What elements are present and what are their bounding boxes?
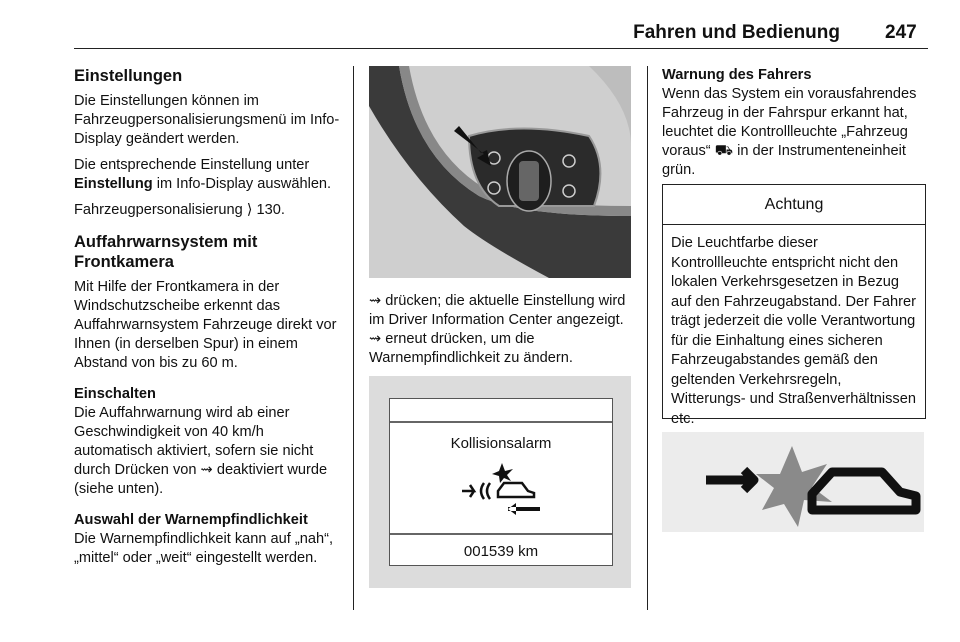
- paragraph: Wenn das System ein vorausfahrendes Fahrzeug in der Fahrspur erkannt hat, leuchtet die Kontrollleuchte „Fahrzeug voraus“ ⛟ in der Instrumenteneinheit grün.: [662, 86, 917, 178]
- column-2-text: [369, 292, 637, 375]
- paragraph: Die entsprechende Einstellung unter Einstellung im Info-Display auswählen.: [74, 157, 332, 192]
- section-heading-auffahrwarnsystem: Auffahrwarnsystem mit Frontkamera: [74, 233, 258, 271]
- odometer-reading: 001539 km: [463, 543, 539, 560]
- cross-reference: Fahrzeugpersonalisierung ⟩ 130.: [74, 202, 285, 218]
- display-screen: [389, 398, 613, 566]
- collision-alert-icon: [460, 461, 550, 531]
- column-3-text: [662, 66, 928, 187]
- subheading-warnung: Warnung des Fahrers: [662, 67, 812, 83]
- collision-warning-symbol: [662, 432, 924, 532]
- subheading-warnempfindlichkeit: Auswahl der Warnempfindlichkeit: [74, 512, 308, 528]
- column-divider-2: [647, 66, 648, 610]
- header-rule: [74, 48, 928, 49]
- steering-wheel-photo: [369, 66, 631, 278]
- driver-info-display-illustration: [369, 376, 631, 588]
- display-divider: [390, 533, 612, 535]
- column-1: [74, 66, 344, 575]
- section-heading-einstellungen: Einstellungen: [74, 67, 183, 85]
- paragraph: Die Einstellungen können im Fahrzeugpersonalisierungsmenü im Info-Display geändert werden.: [74, 93, 340, 147]
- page-number: 247: [885, 22, 917, 43]
- column-divider-1: [353, 66, 354, 610]
- caution-box: [662, 184, 926, 427]
- display-divider: [390, 421, 612, 423]
- caution-text: Die Leuchtfarbe dieser Kontrollleuchte entspricht nicht den lokalen Verkehrsgesetzen in Bezug auf den Fahrzeugabstand. Der Fahrer trägt jederzeit die volle Verantwortung für die Einhaltung eines sicheren Fahrzeugabstandes gemäß den geltenden Verkehrsregeln, Witterungs- und Straßenverhältnissen etc.: [671, 235, 916, 427]
- paragraph: Die Warnempfindlichkeit kann auf „nah“, „mittel“ oder „weit“ eingestellt werden.: [74, 531, 334, 566]
- paragraph: Die Auffahrwarnung wird ab einer Geschwindigkeit von 40 km/h automatisch aktiviert, sofern sie nicht durch Drücken von ⇝ deaktiviert wurde (siehe unten).: [74, 405, 328, 497]
- page-header-title: Fahren und Bedienung: [633, 22, 840, 43]
- caution-title: Achtung: [663, 185, 925, 225]
- display-title: Kollisionsalarm: [450, 435, 552, 452]
- subheading-einschalten: Einschalten: [74, 386, 156, 402]
- paragraph: Mit Hilfe der Frontkamera in der Windschutzscheibe erkennt das Auffahrwarnsystem Fahrzeuge direkt vor Ihnen (in derselben Spur) in einem Abstand von bis zu 60 m.: [74, 279, 337, 371]
- paragraph: ⇝ drücken; die aktuelle Einstellung wird im Driver Information Center angezeigt. ⇝ erneut drücken, um die Warnempfindlichkeit zu ändern.: [369, 293, 626, 366]
